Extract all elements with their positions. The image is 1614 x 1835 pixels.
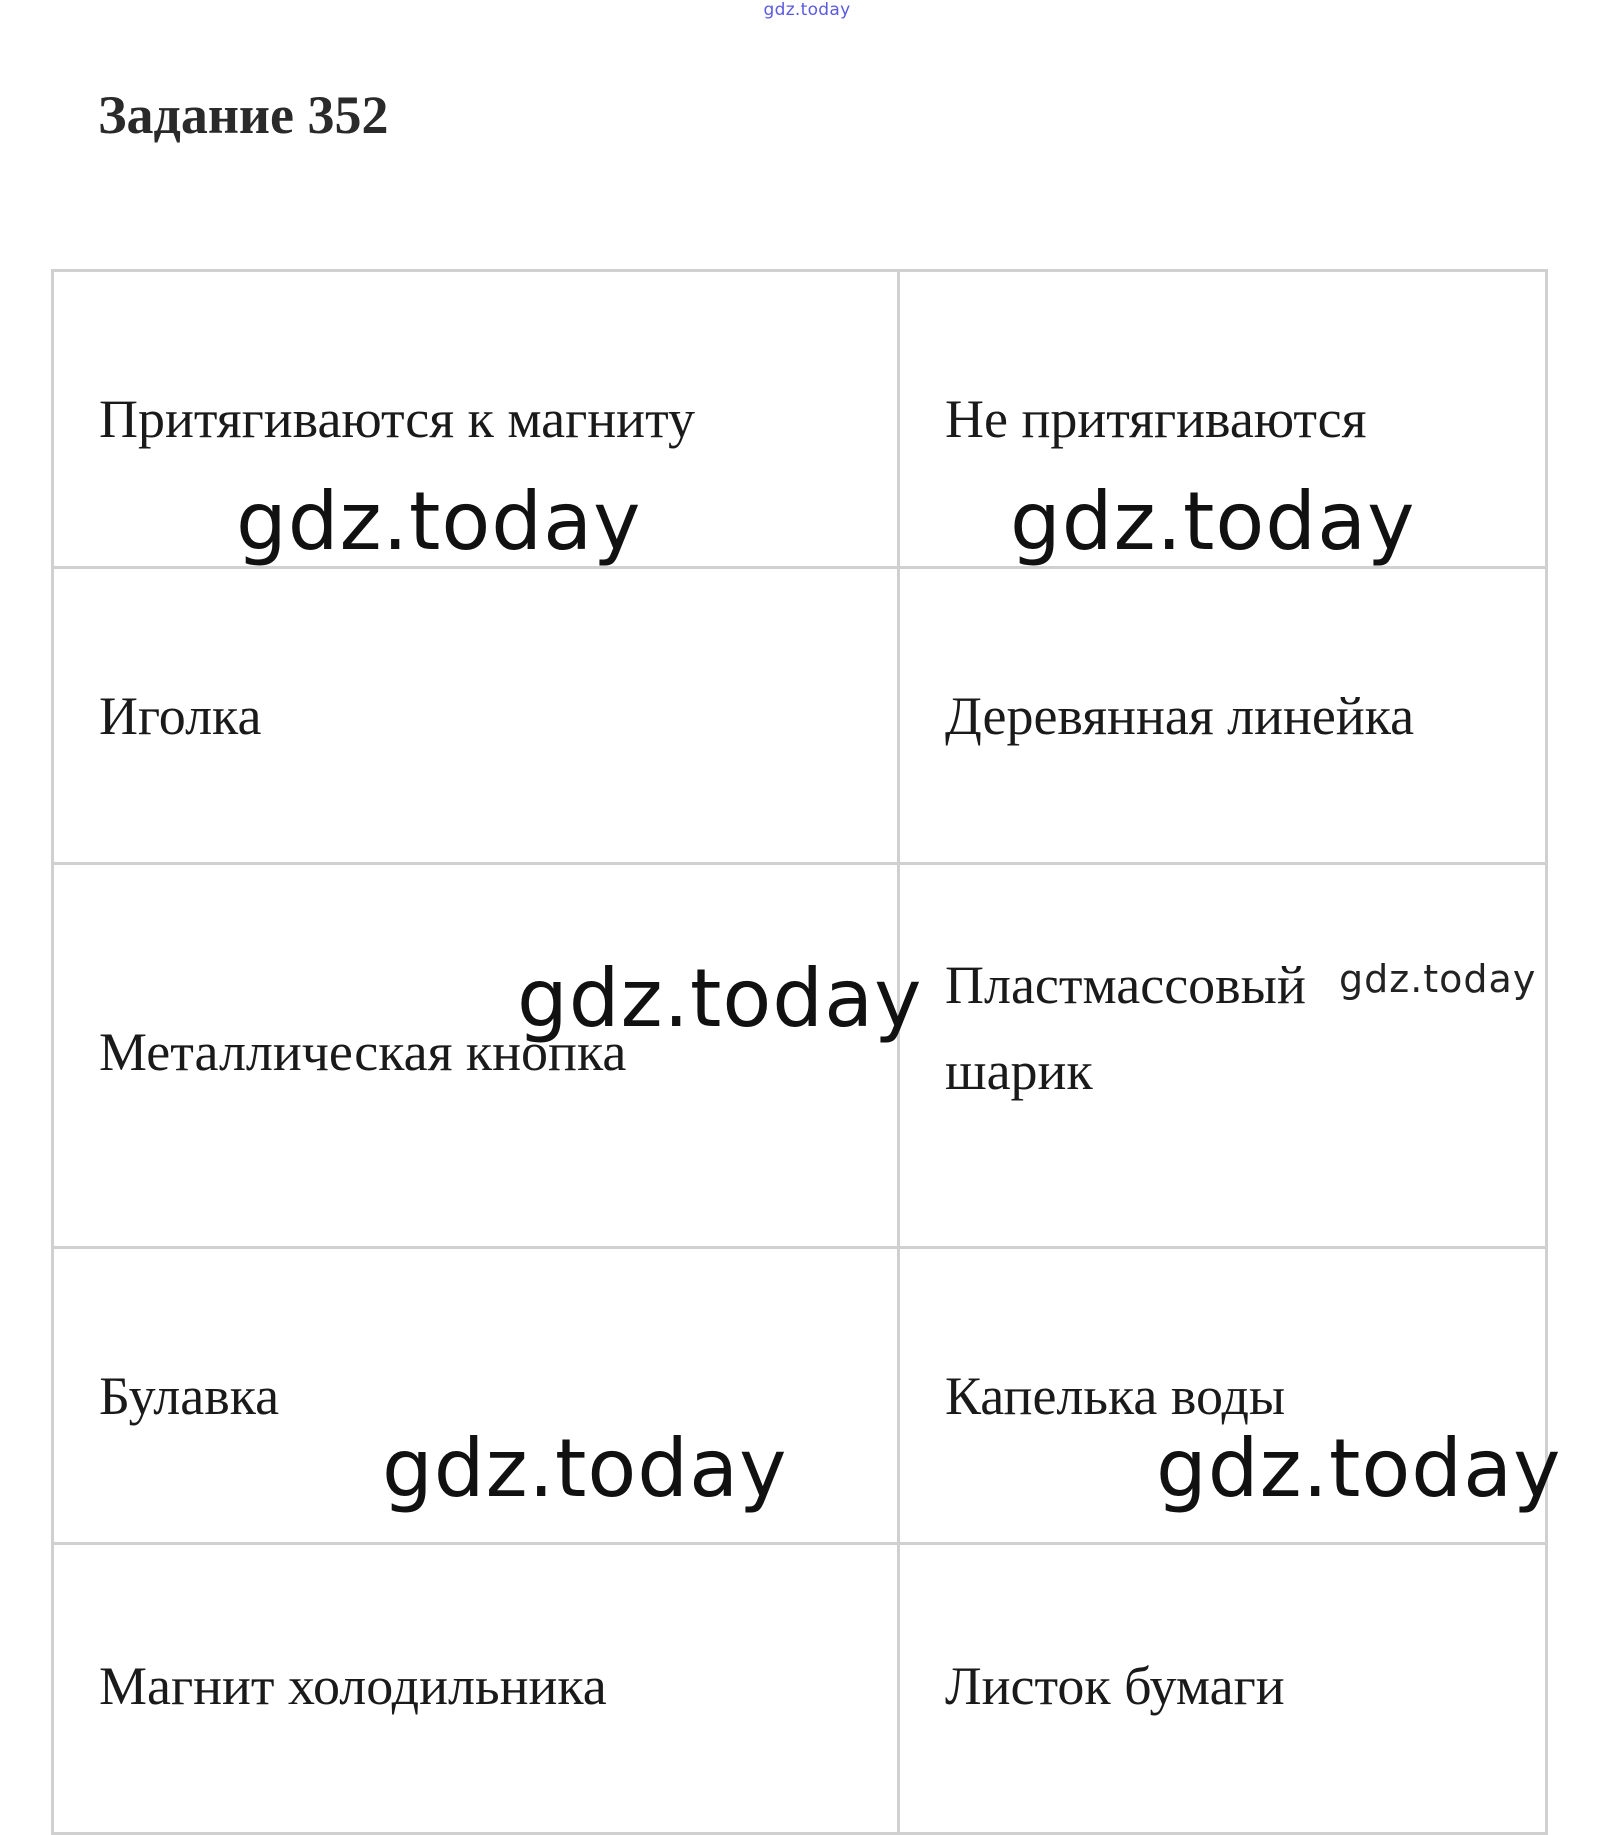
table-cell (53, 1248, 899, 1544)
cell-text: Капелька воды (945, 1365, 1286, 1426)
table-cell (899, 864, 1547, 1248)
answer-table (51, 269, 1562, 1835)
watermark: gdz.today (382, 1422, 788, 1515)
header-cell-attracted (53, 271, 899, 568)
cell-text: Булавка (99, 1365, 280, 1426)
watermark: gdz.today (1339, 957, 1537, 1001)
table-row (53, 864, 1547, 1248)
table-cell: Деревянная линейка (899, 568, 1547, 864)
table-cell (899, 1248, 1562, 1544)
table-cell: Магнит холодильника (53, 1544, 899, 1834)
cell-text: Металлическая кнопка (99, 1021, 627, 1082)
header-label: Притягиваются к магниту (99, 389, 695, 449)
table-row (53, 1248, 1547, 1544)
table-cell: Листок бумаги (899, 1544, 1547, 1834)
watermark: gdz.today (1010, 475, 1416, 568)
cell-text: Пластмассовый шарик (945, 954, 1306, 1101)
page-title: Задание 352 (98, 85, 389, 145)
header-cell-not-attracted (899, 271, 1547, 568)
watermark: gdz.today (236, 475, 642, 568)
table-cell: Иголка (53, 568, 899, 864)
table-row (53, 568, 1547, 864)
watermark: gdz.today (1156, 1422, 1562, 1515)
table-cell (53, 864, 923, 1248)
table-header-row (53, 271, 1547, 568)
table-row (53, 1544, 1547, 1834)
top-watermark: gdz.today (763, 0, 851, 20)
header-label: Не притягиваются (945, 389, 1367, 449)
watermark: gdz.today (517, 952, 923, 1045)
